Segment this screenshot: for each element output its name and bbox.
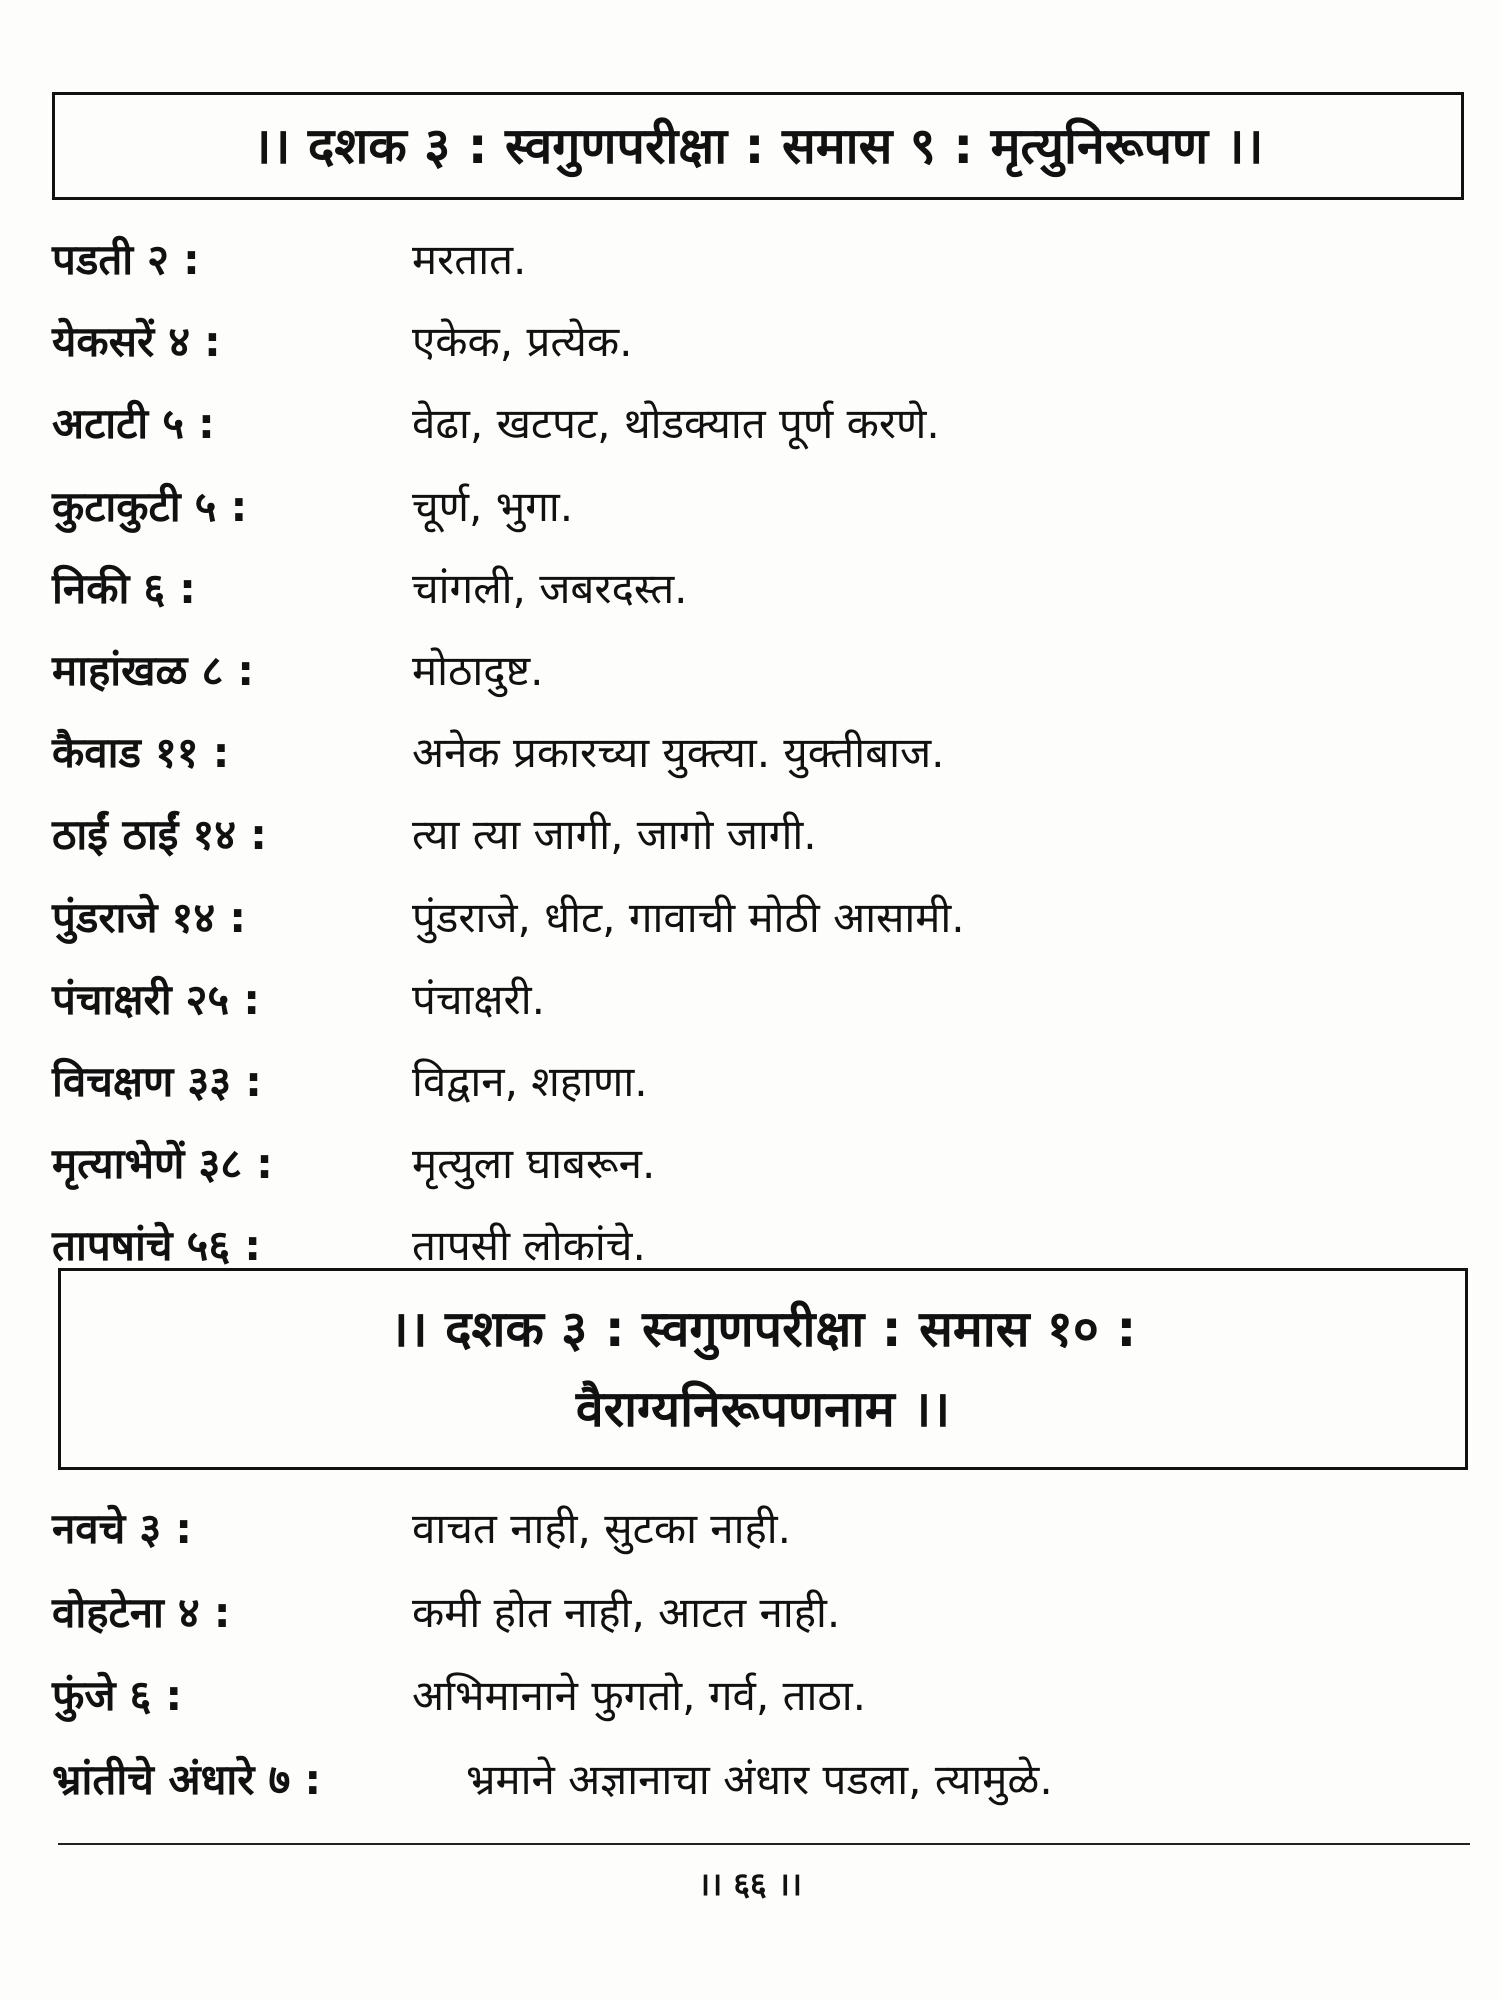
glossary-term: मृत्याभेणें ३८ : [52, 1139, 273, 1189]
glossary-meaning: वेढा, खटपट, थोडक्यात पूर्ण करणे. [412, 399, 940, 449]
glossary-entry [0, 1487, 1500, 1571]
glossary-entry [0, 1571, 1500, 1655]
glossary-term: कुटाकुटी ५ : [52, 481, 248, 531]
glossary-meaning: अभिमानाने फुगतो, गर्व, ताठा. [412, 1671, 867, 1720]
glossary-term: फुंजे ६ : [52, 1671, 183, 1720]
glossary-term: येकसरें ४ : [52, 317, 221, 367]
glossary-meaning: विद्वान, शहाणा. [412, 1056, 648, 1106]
glossary-term: पडती २ : [52, 235, 200, 284]
glossary-term: निकी ६ : [52, 563, 196, 613]
glossary-meaning: कमी होत नाही, आटत नाही. [412, 1587, 841, 1637]
glossary-meaning: चांगली, जबरदस्त. [412, 563, 688, 613]
glossary-meaning: अनेक प्रकारच्या युक्त्या. युक्तीबाज. [412, 728, 945, 778]
glossary-term: पुंडराजे १४ : [52, 892, 247, 942]
footer-divider [58, 1843, 1470, 1845]
glossary-entry [0, 300, 1500, 382]
glossary-meaning: एकेक, प्रत्येक. [412, 317, 633, 367]
glossary-term: भ्रांतीचे अंधारे ७ : [52, 1754, 322, 1804]
glossary-meaning: मोठादुष्ट. [412, 645, 544, 695]
glossary-entry [0, 1738, 1500, 1822]
glossary-term: विचक्षण ३३ : [52, 1056, 262, 1106]
glossary-meaning: मृत्युला घाबरून. [412, 1139, 656, 1189]
glossary-meaning: वाचत नाही, सुटका नाही. [412, 1504, 792, 1553]
glossary-entry [0, 382, 1500, 464]
page-number: ।। ६६ ।। [697, 1865, 803, 1903]
glossary-term: तापषांचे ५६ : [52, 1221, 261, 1271]
glossary-meaning: चूर्ण, भुगा. [412, 481, 574, 531]
glossary-term: कैवाड ११ : [52, 728, 230, 778]
glossary-entry [0, 711, 1500, 793]
glossary-entry [0, 465, 1500, 547]
glossary-entry [0, 218, 1500, 300]
glossary-entry [0, 629, 1500, 711]
glossary-entry [0, 1122, 1500, 1204]
glossary-entry [0, 1040, 1500, 1122]
glossary-term: वोहटेना ४ : [52, 1587, 231, 1637]
glossary-term: नवचे ३ : [52, 1504, 192, 1553]
glossary-meaning: मरतात. [412, 235, 527, 284]
glossary-meaning: त्या त्या जागी, जागो जागी. [412, 810, 817, 860]
glossary-entry [0, 1654, 1500, 1738]
section-heading-box-1 [52, 92, 1464, 200]
glossary-term: माहांखळ ८ : [52, 645, 255, 695]
glossary-entry [0, 958, 1500, 1040]
glossary-list-1 [0, 218, 1500, 1286]
glossary-entry [0, 793, 1500, 875]
glossary-meaning: पुंडराजे, धीट, गावाची मोठी आसामी. [412, 892, 965, 942]
section-heading-2-line-2: वैराग्यनिरूपणनाम ।। [575, 1380, 951, 1438]
glossary-term: ठाईं ठाईं १४ : [52, 810, 267, 860]
glossary-meaning: तापसी लोकांचे. [412, 1221, 646, 1271]
section-heading-box-2 [58, 1268, 1468, 1470]
glossary-meaning: पंचाक्षरी. [412, 974, 545, 1024]
glossary-entry [0, 876, 1500, 958]
glossary-term: अटाटी ५ : [52, 399, 215, 449]
section-heading-1: ।। दशक ३ : स्वगुणपरीक्षा : समास ९ : मृत्युनिरूपण ।। [252, 117, 1264, 175]
section-heading-2-line-1: ।। दशक ३ : स्वगुणपरीक्षा : समास १० : [389, 1300, 1137, 1358]
glossary-meaning: भ्रमाने अज्ञानाचा अंधार पडला, त्यामुळे. [466, 1754, 1053, 1804]
glossary-list-2 [0, 1487, 1500, 1821]
glossary-entry [0, 547, 1500, 629]
glossary-term: पंचाक्षरी २५ : [52, 974, 261, 1024]
